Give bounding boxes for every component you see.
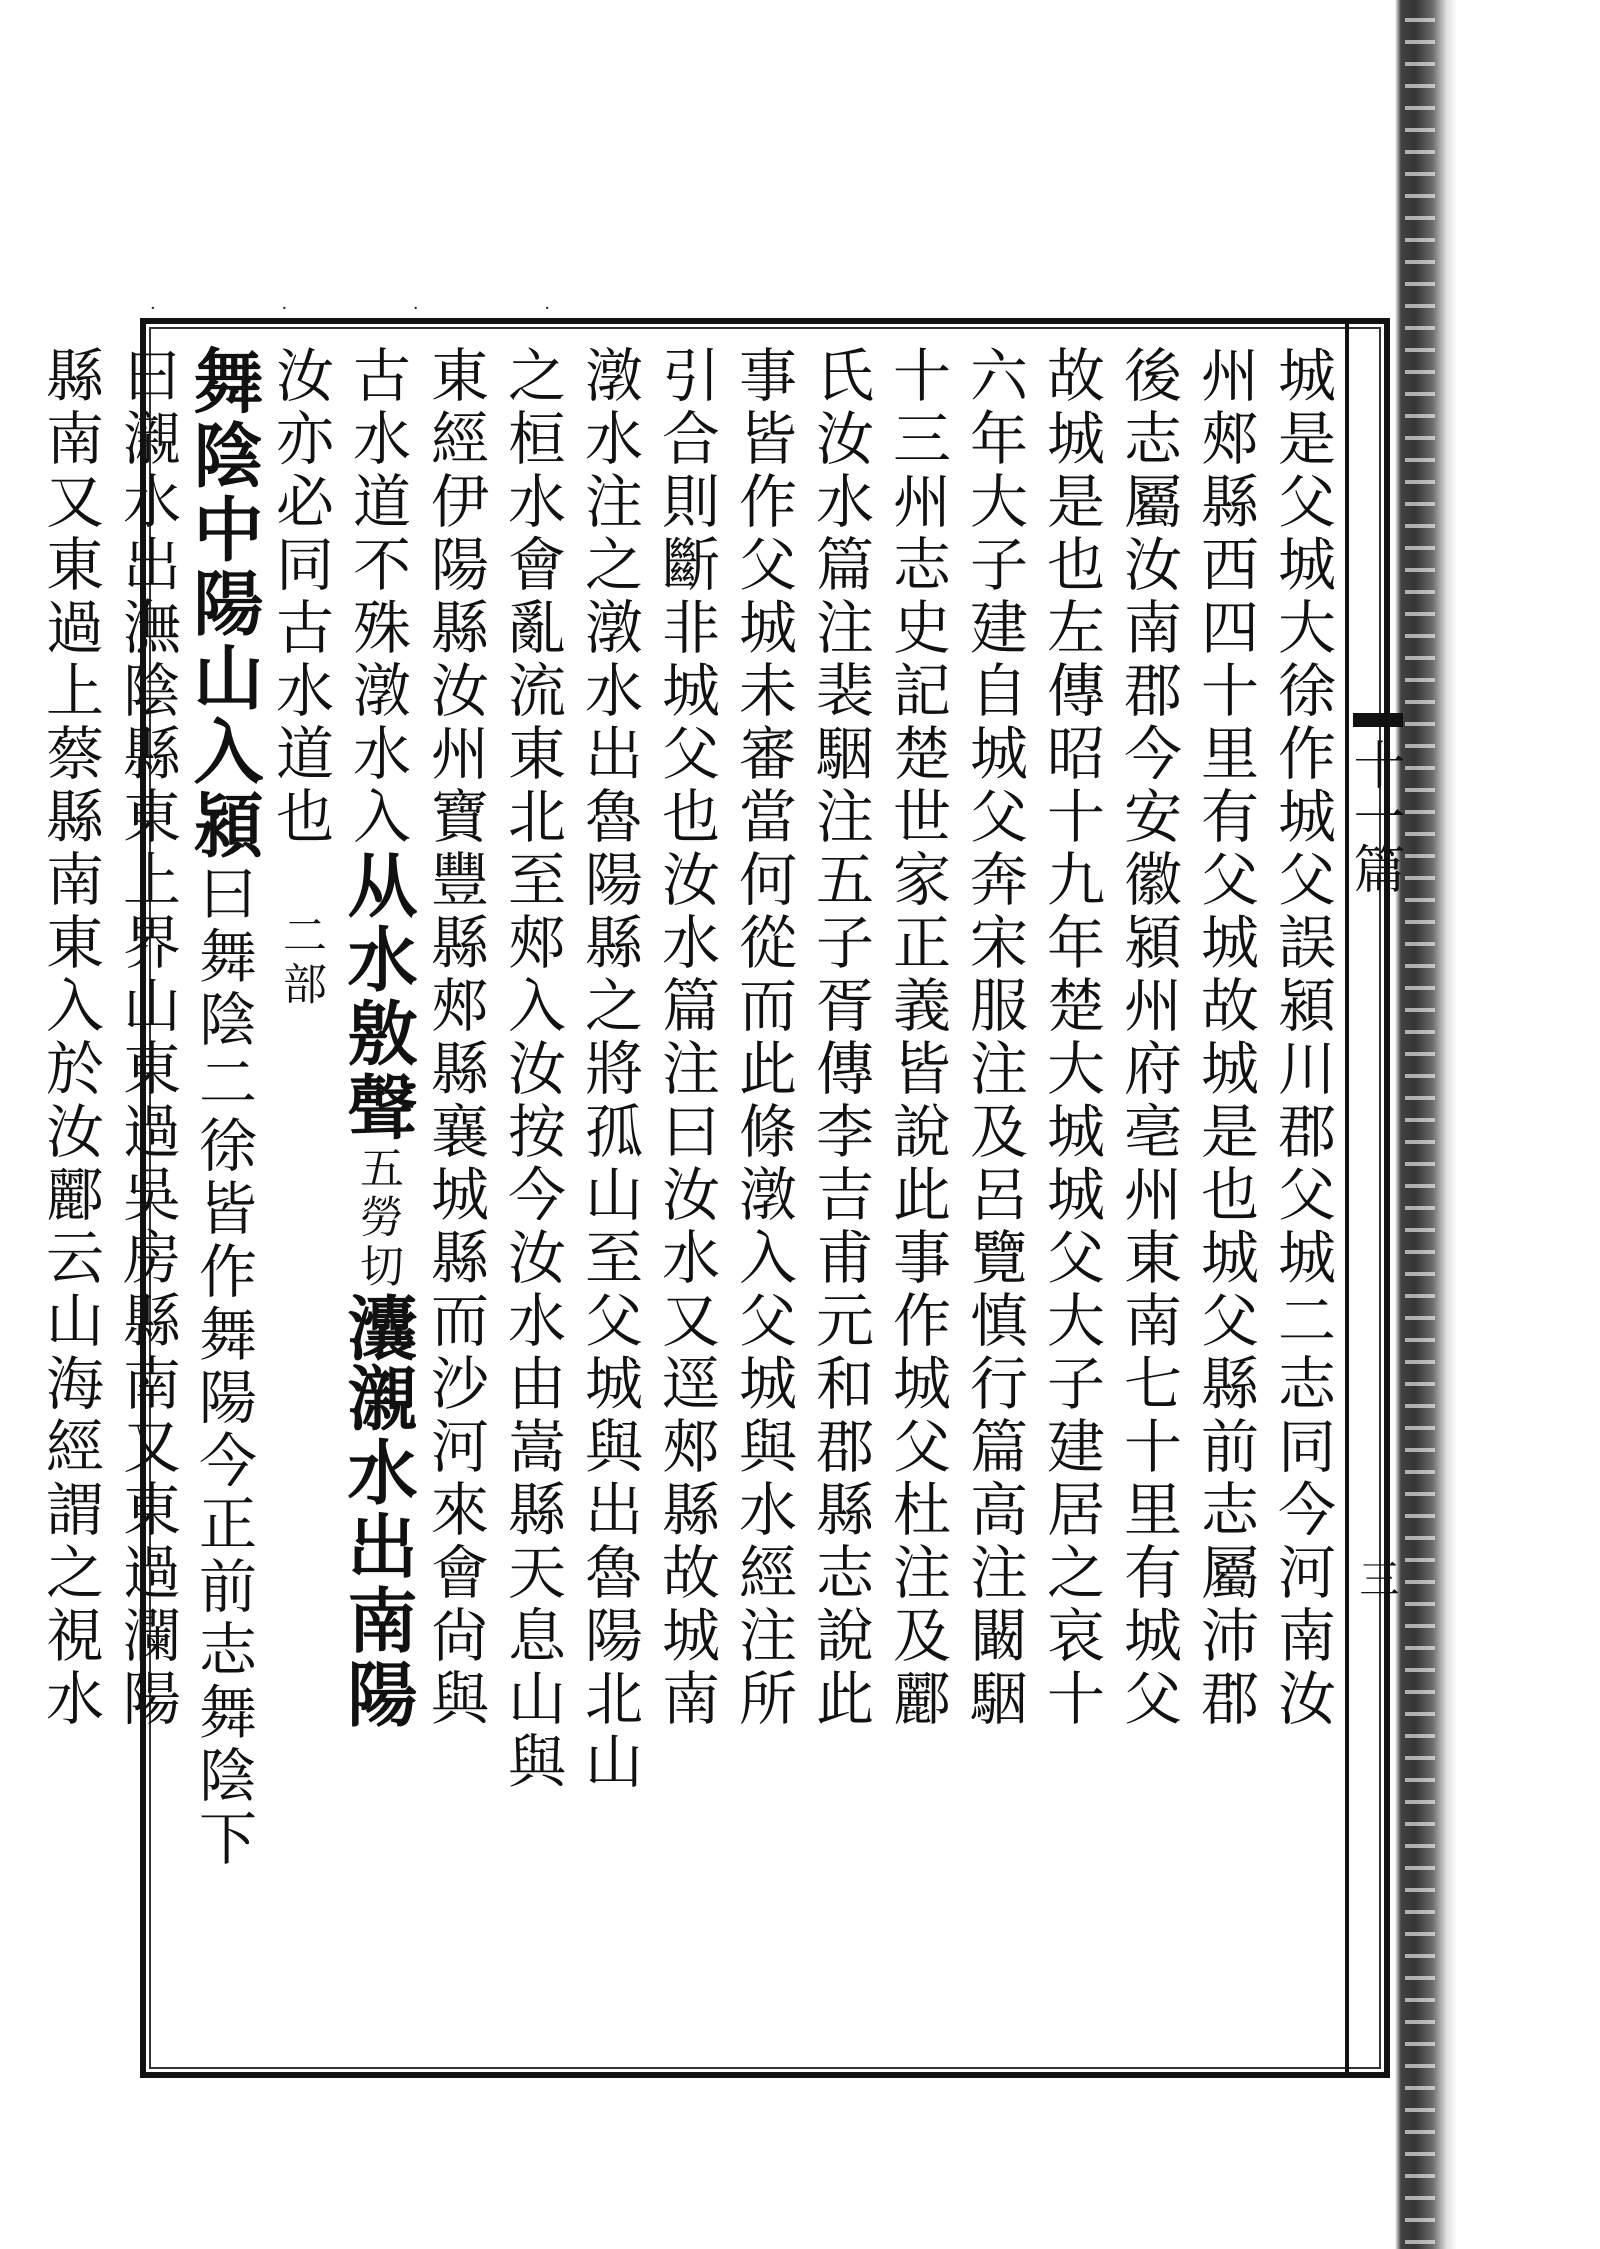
fish-tail-mark — [1353, 713, 1403, 727]
commentary-text: 後志屬汝南郡今安徽潁州府亳州東南七十里有城父 — [1114, 345, 1182, 1731]
commentary-text: 之桓水會亂流東北至郟入汝按今汝水由嵩縣天息山與 — [498, 345, 566, 1794]
text-column-7 — [801, 345, 878, 2065]
commentary-text: 故城是也左傳昭十九年楚大城城父大子建居之哀十 — [1037, 345, 1105, 1731]
commentary-text: 潡水注之潡水出魯陽縣之將孤山至父城與出魯陽北山 — [575, 345, 643, 1794]
text-column-1 — [1263, 345, 1340, 2065]
commentary-text: 事皆作父城未審當何從而此條潡入父城與水經注所 — [729, 345, 797, 1731]
fold-column — [1345, 318, 1405, 2078]
commentary-text: 城是父城大徐作城父誤潁川郡父城二志同今河南汝 — [1268, 345, 1336, 1731]
headword-text: 从水敫聲 — [336, 849, 419, 1145]
text-column-11 — [493, 345, 570, 2065]
annotation-text: 二部 — [275, 912, 326, 1010]
text-column-5 — [955, 345, 1032, 2065]
commentary-text: 州郟縣西四十里有父城故城是也城父縣前志屬沛郡 — [1191, 345, 1259, 1731]
commentary-text: 古水道不殊潡水入 — [343, 345, 411, 849]
headword-text: 瀙水出南陽 — [336, 1362, 419, 1732]
commentary-text: 東經伊陽縣汝州寶豐縣郟縣襄城縣而沙河來會尙與 — [421, 345, 489, 1731]
section-label: 十一篇 — [1344, 738, 1404, 894]
text-column-14 — [262, 345, 339, 2065]
annotation-text: 五勞切 — [352, 1145, 403, 1292]
ink-specks: · · · · — [150, 298, 611, 319]
commentary-text: 氏汝水篇注裴駰注五子胥傳李吉甫元和郡縣志說此 — [806, 345, 874, 1731]
text-column-3 — [1109, 345, 1186, 2065]
headword-text: 舞陰中陽山入潁 — [182, 345, 265, 863]
text-column-12 — [416, 345, 493, 2065]
commentary-text — [266, 849, 334, 912]
text-column-9 — [647, 345, 724, 2065]
folio-number: 三 — [1353, 1558, 1399, 1598]
commentary-text: 引合則斷非城父也汝水篇注曰汝水又逕郟縣故城南 — [652, 345, 720, 1731]
text-column-17 — [31, 345, 108, 2065]
commentary-text: 汝亦必同古水道也 — [266, 345, 334, 849]
text-column-6 — [878, 345, 955, 2065]
commentary-text: 曰瀙水出潕陰縣東上界山東過吳房縣南又東過瀾陽 — [113, 345, 181, 1731]
text-column-15 — [182, 345, 265, 2065]
text-body — [36, 345, 1340, 2065]
commentary-text: 十三州志史記楚世家正義皆說此事作城父杜注及酈 — [883, 345, 951, 1731]
commentary-text: 六年大子建自城父奔宋服注及呂覽慎行篇高注闞駰 — [960, 345, 1028, 1731]
text-column-4 — [1032, 345, 1109, 2065]
commentary-text: 縣南又東過上蔡縣南東入於汝酈云山海經謂之視水 — [36, 345, 104, 1731]
seal-script-glyph: 灢 — [336, 1292, 419, 1362]
text-column-10 — [570, 345, 647, 2065]
text-column-8 — [724, 345, 801, 2065]
text-column-2 — [1186, 345, 1263, 2065]
text-column-13 — [336, 345, 419, 2065]
text-column-16 — [108, 345, 185, 2065]
commentary-text: 曰舞陰二徐皆作舞陽今正前志舞陰下 — [189, 863, 257, 1871]
